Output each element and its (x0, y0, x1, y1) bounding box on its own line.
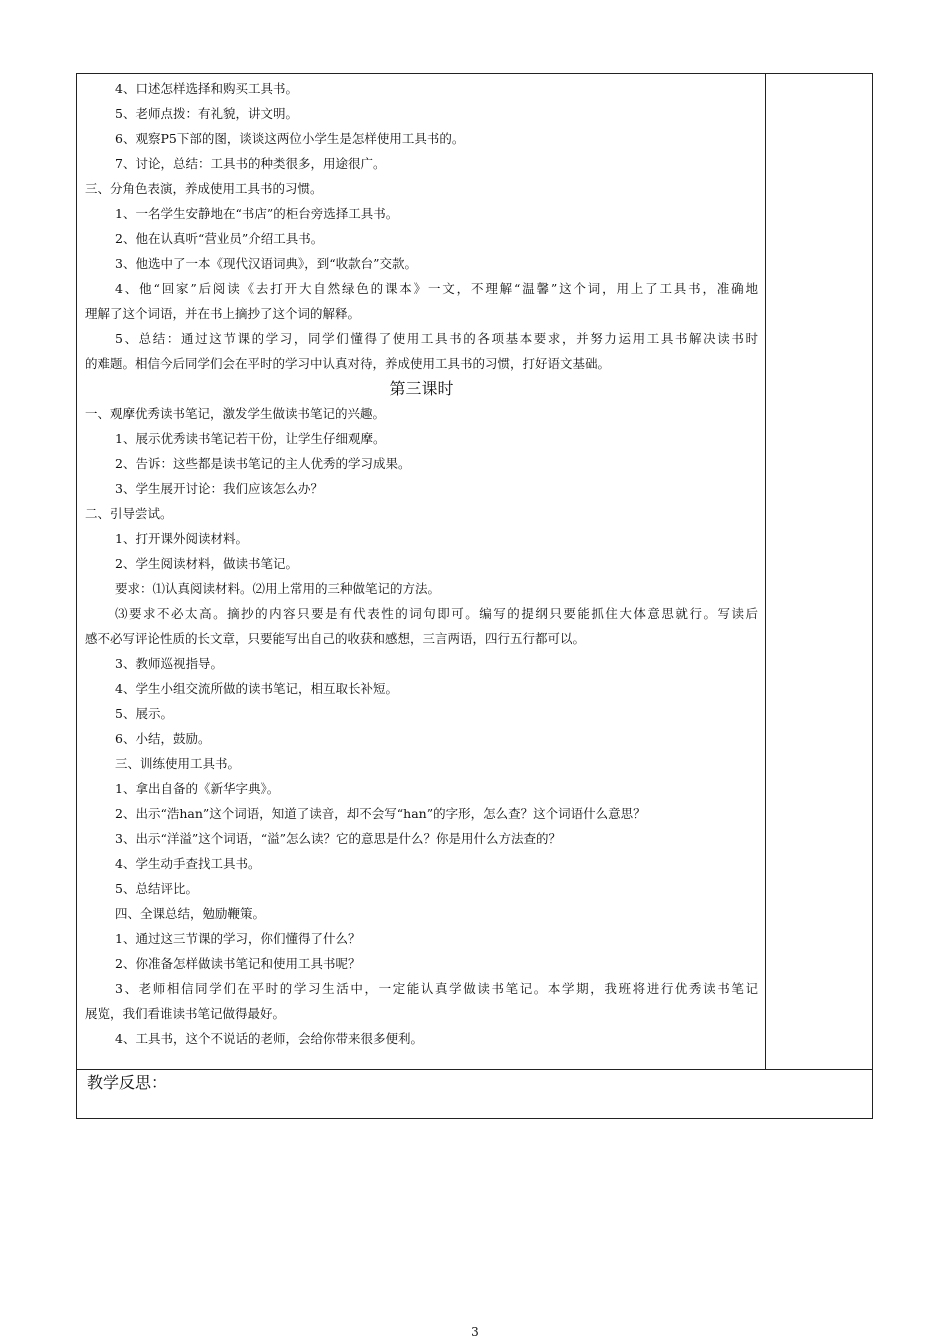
text-line: 1、展示优秀读书笔记若干份，让学生仔细观摩。 (115, 431, 386, 446)
lesson-content-cell (77, 74, 766, 1069)
text-line: 3、他选中了一本《现代汉语词典》，到“收款台”交款。 (115, 256, 417, 271)
lesson-part-three (85, 401, 758, 1051)
text-line: 2、学生阅读材料，做读书笔记。 (115, 556, 298, 571)
reflection-row (77, 1069, 872, 1118)
text-line: 四、全课总结，勉励鞭策。 (115, 906, 266, 921)
text-line: 5、总结：通过这节课的学习，同学们懂得了使用工具书的各项基本要求，并努力运用工具书解决读书时 (115, 331, 758, 346)
notes-column-cell (766, 74, 872, 1069)
text-line: 7、讨论，总结：工具书的种类很多，用途很广。 (115, 156, 386, 171)
text-line: 5、展示。 (115, 706, 173, 721)
text-line: 5、老师点拨：有礼貌，讲文明。 (115, 106, 298, 121)
lesson-content (85, 76, 758, 1051)
text-line: ⑶要求不必太高。摘抄的内容只要是有代表性的词句即可。编写的提纲只要能抓住大体意思就行。写读后 (115, 606, 758, 621)
text-line: 一、观摩优秀读书笔记，激发学生做读书笔记的兴趣。 (85, 406, 386, 421)
text-line: 5、总结评比。 (115, 881, 198, 896)
text-line: 三、训练使用工具书。 (115, 756, 241, 771)
text-line: 要求：⑴认真阅读材料。⑵用上常用的三种做笔记的方法。 (115, 581, 441, 596)
text-line: 1、打开课外阅读材料。 (115, 531, 248, 546)
text-line: 4、口述怎样选择和购买工具书。 (115, 81, 298, 96)
text-line: 展览，我们看谁读书笔记做得最好。 (85, 1006, 286, 1021)
text-line: 4、他“回家”后阅读《去打开大自然绿色的课本》一文，不理解“温馨”这个词，用上了工具书，准确地 (115, 281, 758, 296)
text-line: 4、工具书，这个不说话的老师，会给你带来很多便利。 (115, 1031, 423, 1046)
text-line: 1、一名学生安静地在“书店”的柜台旁选择工具书。 (115, 206, 399, 221)
text-line: 6、小结，鼓励。 (115, 731, 211, 746)
text-line: 3、学生展开讨论：我们应该怎么办？ (115, 481, 323, 496)
text-line: 2、他在认真听“营业员”介绍工具书。 (115, 231, 324, 246)
text-line: 3、出示“洋溢”这个词语，“溢”怎么读？它的意思是什么？你是用什么方法查的？ (115, 831, 562, 846)
text-line: 3、老师相信同学们在平时的学习生活中，一定能认真学做读书笔记。本学期，我班将进行优秀读书笔记 (115, 981, 758, 996)
text-line: 1、通过这三节课的学习，你们懂得了什么？ (115, 931, 361, 946)
section-title: 第三课时 (389, 379, 454, 398)
text-line: 1、拿出自备的《新华字典》。 (115, 781, 280, 796)
text-line: 4、学生动手查找工具书。 (115, 856, 261, 871)
text-line: 感不必写评论性质的长文章，只要能写出自己的收获和感想，三言两语，四行五行都可以。 (85, 631, 586, 646)
text-line: 3、教师巡视指导。 (115, 656, 223, 671)
text-line: 理解了这个词语，并在书上摘抄了这个词的解释。 (85, 306, 361, 321)
text-line: 二、引导尝试。 (85, 506, 173, 521)
reflection-label: 教学反思： (87, 1073, 168, 1092)
text-line: 2、你准备怎样做读书笔记和使用工具书呢？ (115, 956, 361, 971)
text-line: 2、出示“浩han”这个词语，知道了读音，却不会写“han”的字形，怎么查？这个词语什么意思？ (115, 806, 646, 821)
text-line: 三、分角色表演，养成使用工具书的习惯。 (85, 181, 323, 196)
text-line: 的难题。相信今后同学们会在平时的学习中认真对待，养成使用工具书的习惯，打好语文基础。 (85, 356, 611, 371)
text-line: 4、学生小组交流所做的读书笔记，相互取长补短。 (115, 681, 398, 696)
page-number: 3 (471, 1325, 479, 1339)
text-line: 2、告诉：这些都是读书笔记的主人优秀的学习成果。 (115, 456, 411, 471)
text-line: 6、观察P5下部的图，谈谈这两位小学生是怎样使用工具书的。 (115, 131, 465, 146)
lesson-table (76, 73, 873, 1119)
lesson-part-two-continued (85, 76, 758, 376)
